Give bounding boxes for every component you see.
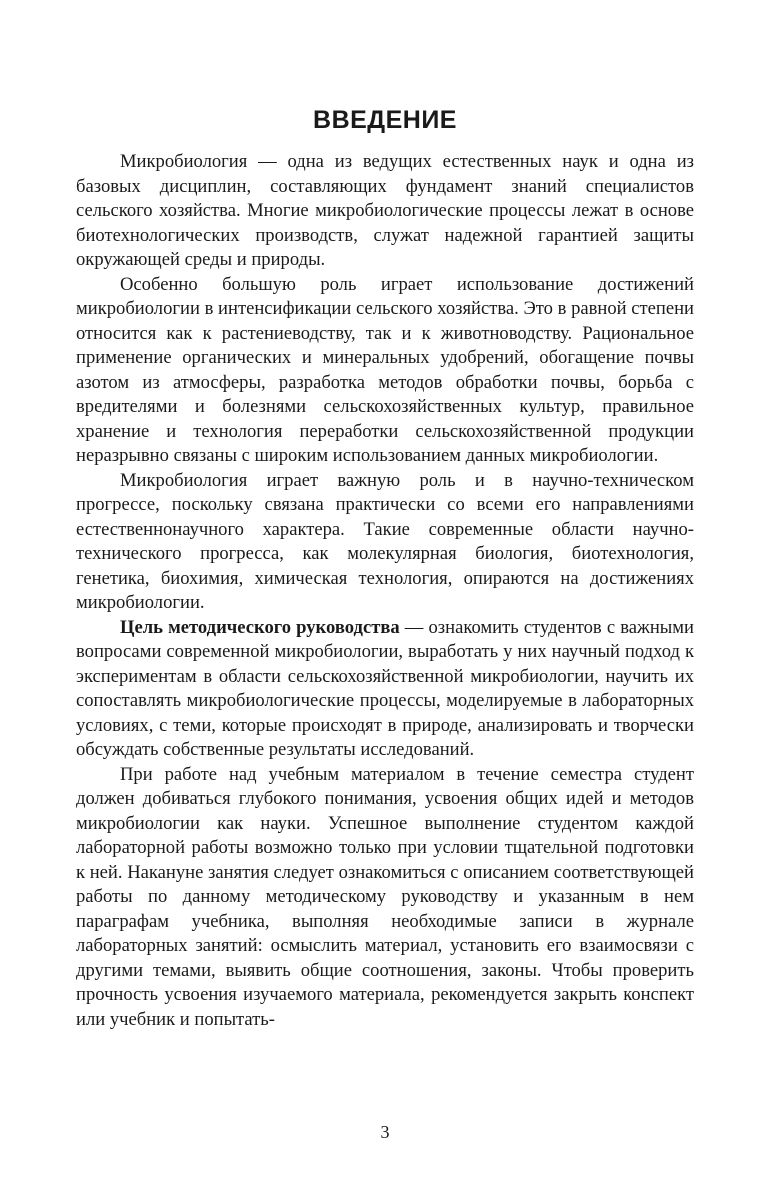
page-number: 3 bbox=[380, 1122, 390, 1142]
paragraph-5: При работе над учебным материалом в течение семестра студент должен добиваться глубокого понимания, усвоения общих идей и методов микробиологии как науки. Успешное выполнение студентом каждой лабораторной работы возможно только при условии тщательной подготовки к ней. Накануне занятия следует ознакомиться с описанием соответствующей работы по данному методическому руководству и указанным в нем параграфам учебника, выполняя необходимые записи в журнале лабораторных занятий: осмыслить материал, установить его взаимосвязи с другими темами, выявить общие соотношения, законы. Чтобы проверить прочность усвоения изучаемого материала, рекомендуется закрыть конспект или учебник и попытать- bbox=[76, 763, 694, 1030]
paragraph-3: Микробиология играет важную роль и в научно-техническом прогрессе, поскольку связана практически со всеми его направлениями естественнонаучного характера. Такие современные области научно-технического прогресса, как молекулярная биология, биотехнология, генетика, биохимия, химическая технология, опираются на достижениях микробиологии. bbox=[76, 469, 694, 613]
document-page bbox=[76, 0, 694, 1182]
paragraph-4-bold-lead: Цель методического руководства bbox=[120, 616, 400, 638]
paragraph-4-text: — ознакомить студентов с важными вопросами современной микробиологии, выработать у них научный подход к экспериментам в области сельскохозяйственной микробиологии, научить их сопоставлять микробиологические процессы, моделируемые в лабораторных условиях, с теми, которые происходят в природе, анализировать и творчески обсуждать собственные результаты исследований. bbox=[76, 616, 694, 760]
page-title: ВВЕДЕНИЕ bbox=[313, 106, 457, 134]
body-text bbox=[76, 150, 694, 1032]
paragraph-2: Особенно большую роль играет использование достижений микробиологии в интенсификации сельского хозяйства. Это в равной степени относится как к растениеводству, так и к животноводству. Рациональное применение органических и минеральных удобрений, обогащение почвы азотом из атмосферы, разработка методов обработки почвы, борьба с вредителями и болезнями сельскохозяйственных культур, правильное хранение и технология переработки сельскохозяйственной продукции неразрывно связаны с широким использованием данных микробиологии. bbox=[76, 273, 694, 466]
paragraph-4 bbox=[76, 616, 694, 763]
paragraph-1: Микробиология — одна из ведущих естественных наук и одна из базовых дисциплин, составляющих фундамент знаний специалистов сельского хозяйства. Многие микробиологические процессы лежат в основе биотехнологических производств, служат надежной гарантией защиты окружающей среды и природы. bbox=[76, 151, 694, 270]
